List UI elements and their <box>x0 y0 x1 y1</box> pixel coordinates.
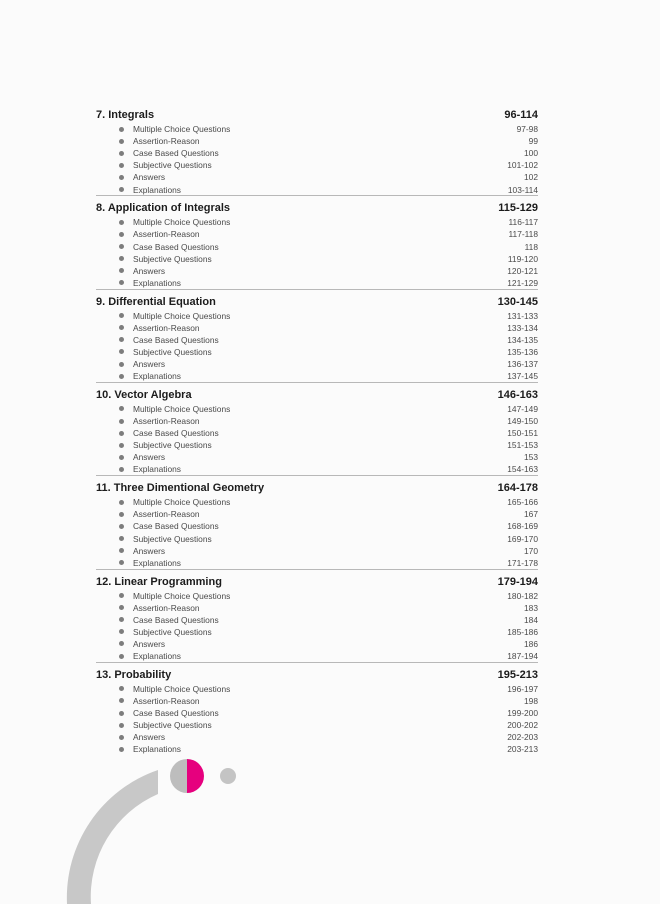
bullet-icon <box>119 536 124 541</box>
section-pages: 133-134 <box>507 322 538 333</box>
section-item-left <box>96 123 230 135</box>
section-label: Multiple Choice Questions <box>133 124 231 135</box>
section-label: Subjective Questions <box>133 626 212 637</box>
chapter-heading <box>96 201 538 216</box>
section-item[interactable] <box>96 403 538 415</box>
bullet-icon <box>119 220 124 225</box>
section-item[interactable] <box>96 508 538 520</box>
section-item-left <box>96 147 219 159</box>
section-item[interactable] <box>96 334 538 346</box>
section-label: Multiple Choice Questions <box>133 683 231 694</box>
section-pages: 149-150 <box>507 416 538 427</box>
section-item[interactable] <box>96 322 538 334</box>
section-pages: 202-203 <box>507 732 538 743</box>
decorative-small-dot <box>220 768 236 784</box>
chapter-entry[interactable] <box>96 575 538 663</box>
section-pages: 198 <box>524 695 538 706</box>
chapter-divider <box>96 475 538 476</box>
section-item[interactable] <box>96 216 538 228</box>
section-pages: 119-120 <box>507 253 538 264</box>
bullet-icon <box>119 512 124 517</box>
section-item[interactable] <box>96 683 538 695</box>
section-item-left <box>96 427 219 439</box>
bullet-icon <box>119 151 124 156</box>
chapter-divider <box>96 195 538 196</box>
section-label: Answers <box>133 359 166 370</box>
section-item-left <box>96 638 165 650</box>
section-label: Multiple Choice Questions <box>133 497 231 508</box>
section-item[interactable] <box>96 427 538 439</box>
chapter-divider <box>96 569 538 570</box>
section-pages: 147-149 <box>507 403 538 414</box>
section-list <box>96 216 538 289</box>
bullet-icon <box>119 617 124 622</box>
section-item-left <box>96 695 200 707</box>
bullet-icon <box>119 641 124 646</box>
section-item[interactable] <box>96 265 538 277</box>
bullet-icon <box>119 711 124 716</box>
section-item[interactable] <box>96 228 538 240</box>
bullet-icon <box>119 560 124 565</box>
section-item[interactable] <box>96 590 538 602</box>
chapter-entry[interactable] <box>96 388 538 476</box>
section-item[interactable] <box>96 614 538 626</box>
chapter-title: 10. Vector Algebra <box>96 388 192 401</box>
bullet-icon <box>119 362 124 367</box>
section-item-left <box>96 216 230 228</box>
section-label: Case Based Questions <box>133 334 219 345</box>
section-pages: 116-117 <box>508 217 538 228</box>
chapter-heading <box>96 108 538 123</box>
section-item-left <box>96 650 181 662</box>
section-pages: 196-197 <box>507 683 538 694</box>
bullet-icon <box>119 244 124 249</box>
section-item-left <box>96 463 181 475</box>
section-item[interactable] <box>96 240 538 252</box>
bullet-icon <box>119 686 124 691</box>
chapter-page-range: 164-178 <box>497 482 538 495</box>
section-item-left <box>96 322 200 334</box>
section-label: Assertion-Reason <box>133 416 200 427</box>
bullet-icon <box>119 723 124 728</box>
section-pages: 102 <box>524 172 538 183</box>
section-item[interactable] <box>96 451 538 463</box>
chapter-divider <box>96 662 538 663</box>
section-pages: 187-194 <box>507 651 538 662</box>
section-list <box>96 590 538 663</box>
chapter-page-range: 130-145 <box>497 295 538 308</box>
section-item[interactable] <box>96 520 538 532</box>
chapter-title: 7. Integrals <box>96 109 155 121</box>
section-item[interactable] <box>96 707 538 719</box>
section-label: Answers <box>133 452 166 463</box>
section-item-left <box>96 508 200 520</box>
section-label: Subjective Questions <box>133 346 212 357</box>
section-item-left <box>96 533 212 545</box>
chapter-entry[interactable] <box>96 295 538 383</box>
section-label: Explanations <box>133 557 181 568</box>
section-pages: 169-170 <box>507 533 538 544</box>
section-item[interactable] <box>96 532 538 544</box>
bullet-icon <box>119 349 124 354</box>
section-item[interactable] <box>96 171 538 183</box>
bullet-icon <box>119 187 124 192</box>
section-item[interactable] <box>96 277 538 289</box>
section-pages: 136-137 <box>507 359 538 370</box>
section-label: Explanations <box>133 277 181 288</box>
section-item-left <box>96 403 230 415</box>
section-label: Answers <box>133 265 166 276</box>
section-pages: 134-135 <box>507 334 538 345</box>
section-label: Assertion-Reason <box>133 509 200 520</box>
section-item-left <box>96 683 230 695</box>
section-label: Explanations <box>133 651 181 662</box>
bullet-icon <box>119 431 124 436</box>
section-pages: 184 <box>524 614 538 625</box>
section-label: Multiple Choice Questions <box>133 310 231 321</box>
section-label: Assertion-Reason <box>133 602 200 613</box>
section-item[interactable] <box>96 310 538 322</box>
bullet-icon <box>119 139 124 144</box>
section-pages: 168-169 <box>507 521 538 532</box>
section-label: Explanations <box>133 184 181 195</box>
section-item-left <box>96 439 212 451</box>
section-pages: 183 <box>524 602 538 613</box>
section-pages: 99 <box>528 136 538 147</box>
bullet-icon <box>119 337 124 342</box>
section-label: Case Based Questions <box>133 148 219 159</box>
section-item-left <box>96 707 219 719</box>
bullet-icon <box>119 163 124 168</box>
bullet-icon <box>119 313 124 318</box>
chapter-page-range: 195-213 <box>497 668 538 681</box>
chapter-page-range: 96-114 <box>504 109 538 121</box>
section-item[interactable] <box>96 463 538 475</box>
section-label: Answers <box>133 545 166 556</box>
decorative-arc <box>67 770 158 904</box>
section-item[interactable] <box>96 626 538 638</box>
section-pages: 135-136 <box>507 346 538 357</box>
bullet-icon <box>119 654 124 659</box>
section-label: Answers <box>133 732 166 743</box>
chapter-entry[interactable] <box>96 481 538 569</box>
bullet-icon <box>119 605 124 610</box>
section-item-left <box>96 310 230 322</box>
section-item-left <box>96 184 181 196</box>
section-pages: 150-151 <box>507 428 538 439</box>
section-label: Case Based Questions <box>133 428 219 439</box>
bullet-icon <box>119 374 124 379</box>
section-label: Explanations <box>133 464 181 475</box>
bullet-icon <box>119 548 124 553</box>
section-item-left <box>96 334 219 346</box>
section-item-left <box>96 557 181 569</box>
decorative-circle-magenta-half <box>187 759 204 793</box>
section-item-left <box>96 358 165 370</box>
chapter-heading <box>96 481 538 496</box>
section-label: Multiple Choice Questions <box>133 590 231 601</box>
section-item[interactable] <box>96 695 538 707</box>
bullet-icon <box>119 500 124 505</box>
section-label: Subjective Questions <box>133 440 212 451</box>
chapter-page-range: 115-129 <box>498 202 538 215</box>
section-item-left <box>96 159 212 171</box>
section-list <box>96 123 538 196</box>
section-label: Case Based Questions <box>133 521 219 532</box>
section-pages: 103-114 <box>507 184 538 195</box>
decorative-graphic <box>0 740 260 904</box>
bullet-icon <box>119 232 124 237</box>
section-label: Explanations <box>133 744 181 755</box>
section-list <box>96 310 538 383</box>
section-item-left <box>96 614 219 626</box>
section-item-left <box>96 370 181 382</box>
bullet-icon <box>119 325 124 330</box>
section-item[interactable] <box>96 135 538 147</box>
bullet-icon <box>119 256 124 261</box>
section-item[interactable] <box>96 602 538 614</box>
chapter-page-range: 179-194 <box>497 575 538 588</box>
section-item-left <box>96 451 165 463</box>
section-item-left <box>96 545 165 557</box>
section-item[interactable] <box>96 123 538 135</box>
section-item[interactable] <box>96 439 538 451</box>
chapter-heading <box>96 388 538 403</box>
section-pages: 180-182 <box>507 590 538 601</box>
chapter-divider <box>96 382 538 383</box>
section-pages: 137-145 <box>507 371 538 382</box>
bullet-icon <box>119 175 124 180</box>
chapter-title: 8. Application of Integrals <box>96 202 231 215</box>
section-label: Case Based Questions <box>133 241 219 252</box>
section-item[interactable] <box>96 370 538 382</box>
section-item[interactable] <box>96 415 538 427</box>
section-item[interactable] <box>96 557 538 569</box>
chapter-title: 12. Linear Programming <box>96 575 222 588</box>
section-item-left <box>96 265 165 277</box>
bullet-icon <box>119 467 124 472</box>
section-pages: 167 <box>524 509 538 520</box>
section-pages: 120-121 <box>507 265 538 276</box>
section-pages: 100 <box>524 148 538 159</box>
bullet-icon <box>119 629 124 634</box>
section-item[interactable] <box>96 147 538 159</box>
chapter-heading <box>96 575 538 590</box>
section-item-left <box>96 253 212 265</box>
section-pages: 153 <box>524 452 538 463</box>
section-label: Case Based Questions <box>133 708 219 719</box>
section-label: Assertion-Reason <box>133 695 200 706</box>
section-item[interactable] <box>96 183 538 195</box>
chapter-title: 9. Differential Equation <box>96 295 216 308</box>
section-item[interactable] <box>96 545 538 557</box>
section-label: Answers <box>133 638 166 649</box>
bullet-icon <box>119 127 124 132</box>
section-pages: 151-153 <box>507 440 538 451</box>
section-item-left <box>96 277 181 289</box>
section-item[interactable] <box>96 253 538 265</box>
section-label: Subjective Questions <box>133 160 212 171</box>
section-label: Answers <box>133 172 166 183</box>
chapter-title: 13. Probability <box>96 668 172 681</box>
section-item[interactable] <box>96 159 538 171</box>
section-pages: 121-129 <box>507 277 538 288</box>
section-item[interactable] <box>96 719 538 731</box>
decorative-circle-grey-half <box>170 759 187 793</box>
section-label: Multiple Choice Questions <box>133 217 231 228</box>
section-pages: 185-186 <box>507 626 538 637</box>
section-item[interactable] <box>96 346 538 358</box>
chapter-entry[interactable] <box>96 201 538 289</box>
section-pages: 203-213 <box>507 744 538 755</box>
section-pages: 117-118 <box>508 229 538 240</box>
chapter-page-range: 146-163 <box>497 388 538 401</box>
section-item-left <box>96 520 219 532</box>
section-item-left <box>96 135 200 147</box>
section-item-left <box>96 590 230 602</box>
section-label: Subjective Questions <box>133 533 212 544</box>
section-pages: 118 <box>524 241 538 252</box>
section-item-left <box>96 415 200 427</box>
section-label: Assertion-Reason <box>133 229 200 240</box>
section-item[interactable] <box>96 638 538 650</box>
section-label: Assertion-Reason <box>133 136 200 147</box>
bullet-icon <box>119 419 124 424</box>
section-pages: 101-102 <box>507 160 538 171</box>
bullet-icon <box>119 735 124 740</box>
chapter-title: 11. Three Dimentional Geometry <box>96 482 265 495</box>
section-pages: 131-133 <box>507 310 538 321</box>
section-pages: 186 <box>524 638 538 649</box>
section-label: Subjective Questions <box>133 720 212 731</box>
section-item-left <box>96 626 212 638</box>
bullet-icon <box>119 698 124 703</box>
bullet-icon <box>119 593 124 598</box>
section-item-left <box>96 241 219 253</box>
section-item[interactable] <box>96 496 538 508</box>
section-pages: 165-166 <box>507 497 538 508</box>
chapter-entry[interactable] <box>96 108 538 196</box>
section-item-left <box>96 496 230 508</box>
section-label: Subjective Questions <box>133 253 212 264</box>
section-pages: 170 <box>524 545 538 556</box>
section-label: Assertion-Reason <box>133 322 200 333</box>
section-label: Explanations <box>133 371 181 382</box>
bullet-icon <box>119 524 124 529</box>
bullet-icon <box>119 455 124 460</box>
section-list <box>96 403 538 476</box>
section-item[interactable] <box>96 358 538 370</box>
section-pages: 171-178 <box>507 557 538 568</box>
chapter-heading <box>96 295 538 310</box>
section-pages: 199-200 <box>507 708 538 719</box>
bullet-icon <box>119 406 124 411</box>
bullet-icon <box>119 268 124 273</box>
section-list <box>96 496 538 569</box>
section-pages: 200-202 <box>507 720 538 731</box>
chapter-divider <box>96 289 538 290</box>
section-item-left <box>96 719 212 731</box>
section-item[interactable] <box>96 650 538 662</box>
section-item-left <box>96 228 200 240</box>
section-item-left <box>96 346 212 358</box>
bullet-icon <box>119 280 124 285</box>
section-item-left <box>96 171 165 183</box>
section-label: Multiple Choice Questions <box>133 403 231 414</box>
section-pages: 97-98 <box>516 124 538 135</box>
chapter-heading <box>96 668 538 683</box>
section-label: Case Based Questions <box>133 614 219 625</box>
section-pages: 154-163 <box>507 464 538 475</box>
section-item-left <box>96 602 200 614</box>
bullet-icon <box>119 443 124 448</box>
